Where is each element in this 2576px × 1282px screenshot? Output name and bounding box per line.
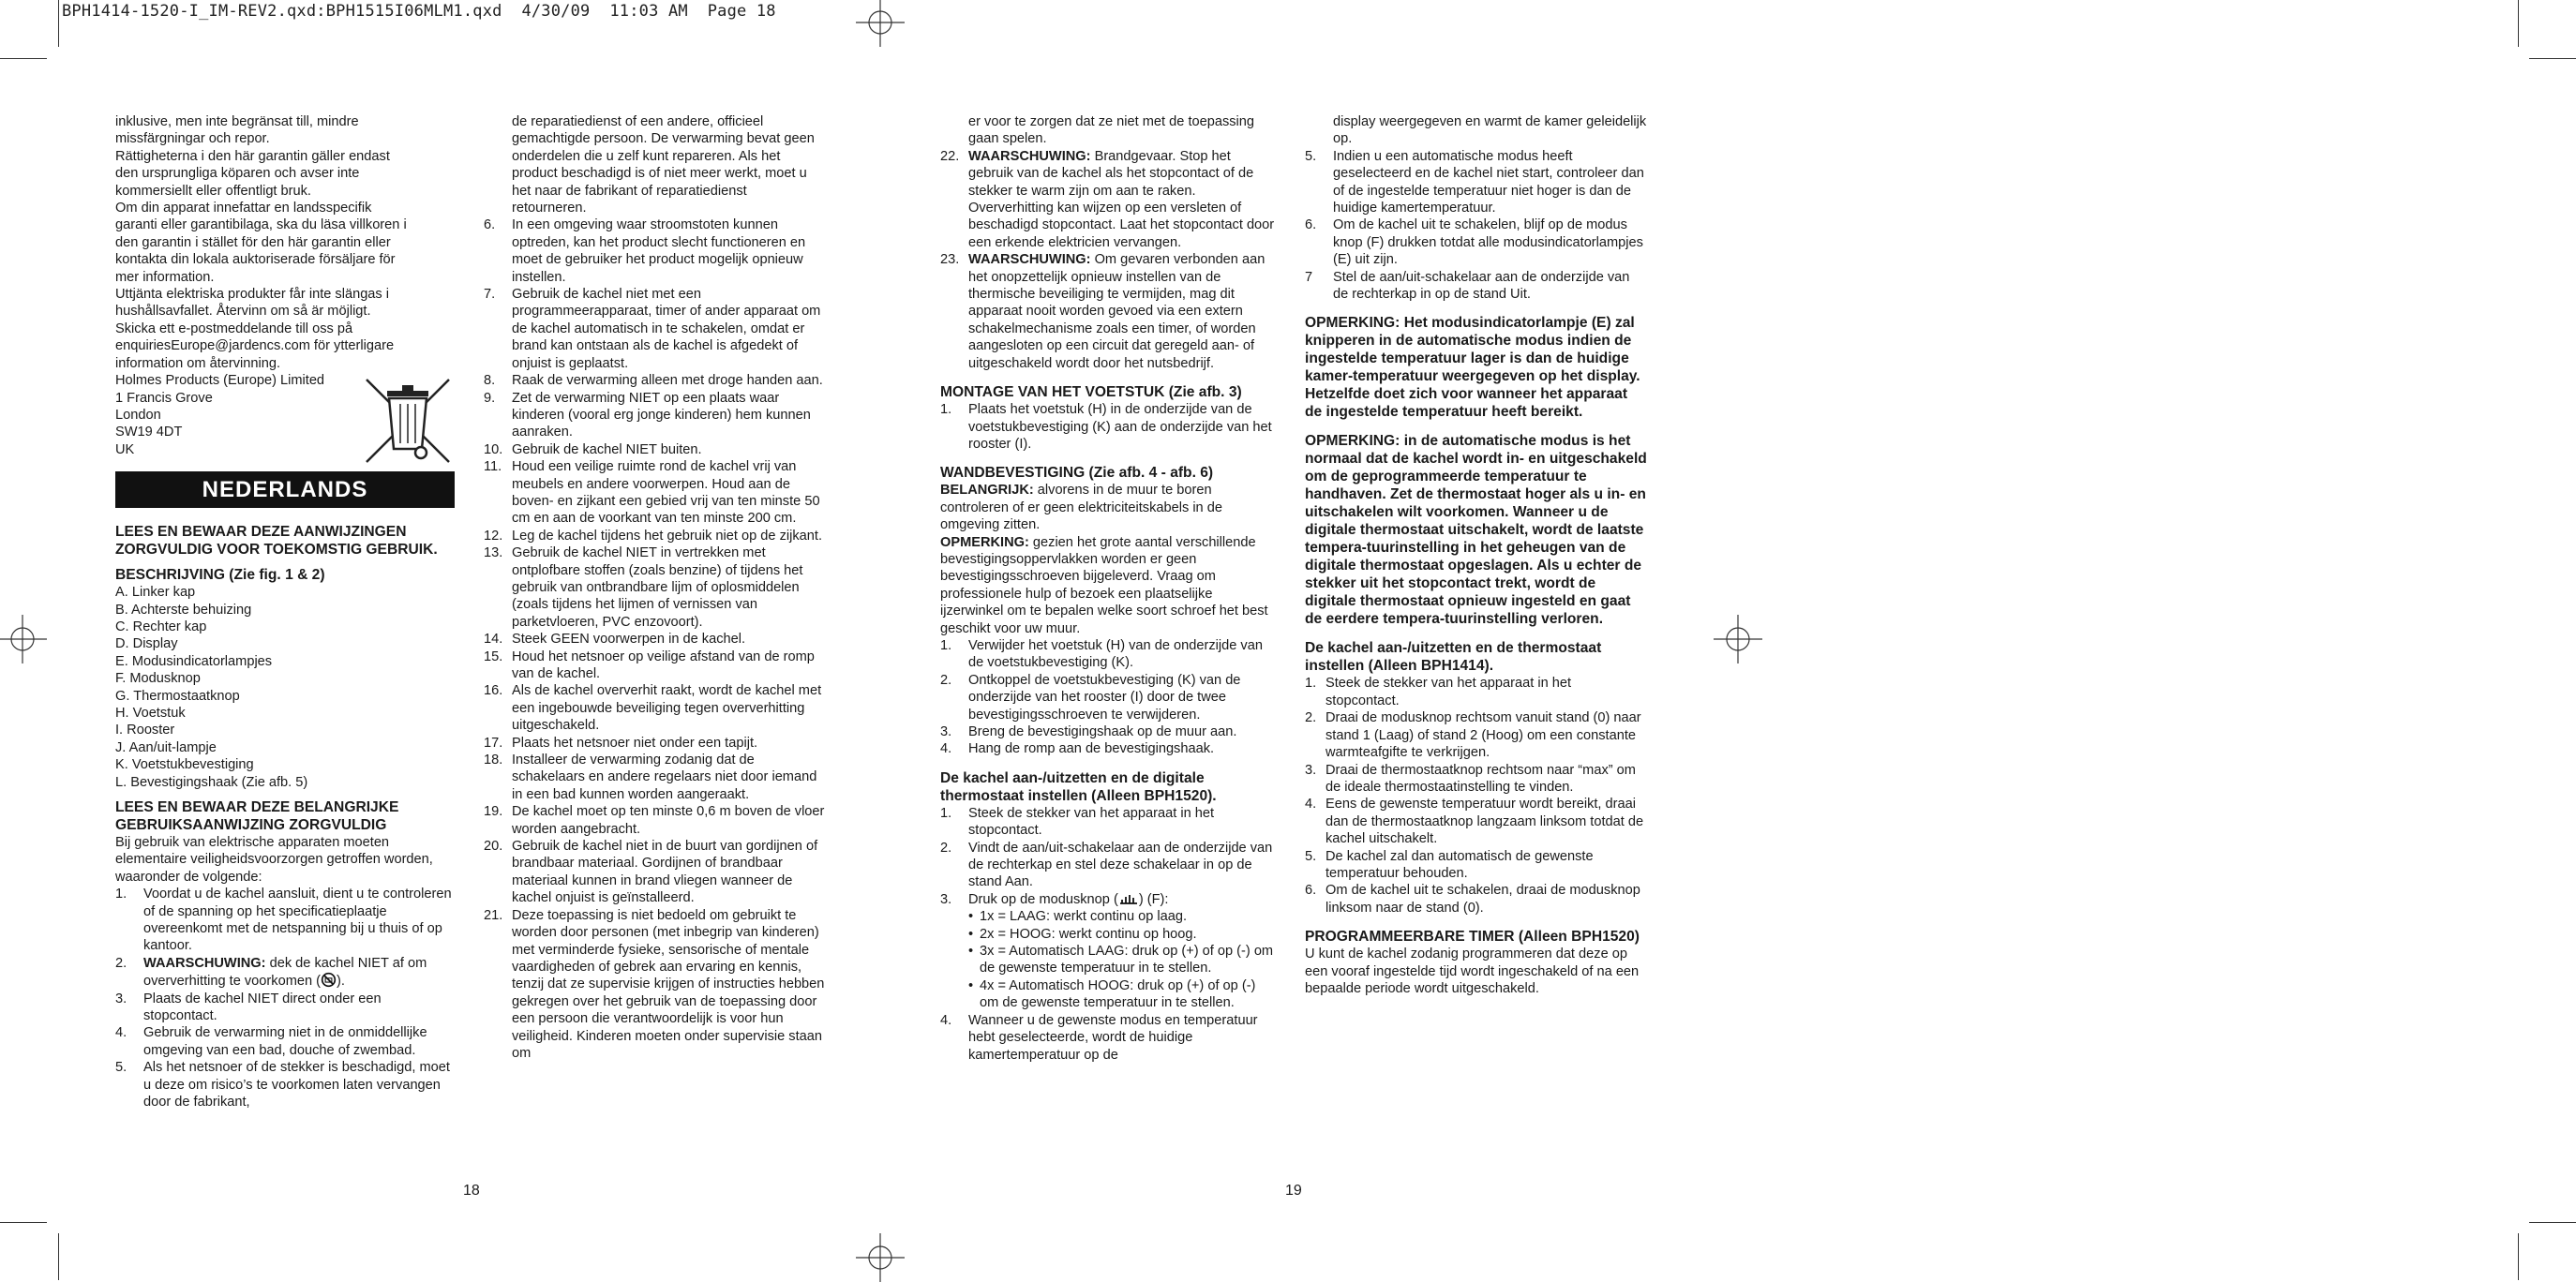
mode-bullet: • 2x = HOOG: werkt continu op hoog.	[968, 926, 1197, 942]
digital-step: 7 Stel de aan/uit-schakelaar aan de onderzijde van de rechterkap in op de stand Uit.	[1305, 269, 1630, 303]
wall-step: 3. Breng de bevestigingshaak op de muur aan.	[940, 724, 1237, 739]
safety-list	[484, 216, 825, 1062]
warranty-line: Om din apparat innefattar en landsspecifik	[115, 201, 372, 216]
digital-heading: De kachel aan-/uitzetten en de digitale thermostaat instellen (Alleen BPH1520).	[940, 769, 1217, 804]
crop-mark	[2529, 58, 2576, 59]
crop-mark	[0, 58, 47, 59]
wall-step: 4. Hang de romp aan de bevestigingshaak.	[940, 741, 1215, 757]
safety-item: 6. In een omgeving waar stroomstoten kunnen optreden, kan het product slecht functioneren en moet de gebruiker het product mogelijk opnieuw instellen.	[484, 217, 806, 285]
mount-heading: MONTAGE VAN HET VOETSTUK (Zie afb. 3)	[940, 384, 1242, 401]
safety-item: 8. Raak de verwarming alleen met droge handen aan.	[484, 373, 823, 389]
safety-item: 15. Houd het netsnoer op veilige afstand van de romp van de kachel.	[484, 648, 815, 681]
part-item: I. Rooster	[115, 723, 175, 738]
crop-mark	[0, 1222, 47, 1223]
wall-step: 1. Verwijder het voetstuk (H) van de onderzijde van de voetstukbevestiging (K).	[940, 637, 1263, 671]
crop-mark	[58, 1233, 59, 1280]
timer-heading: PROGRAMMEERBARE TIMER (Alleen BPH1520)	[1305, 929, 1640, 946]
important-heading: LEES EN BEWAAR DEZE BELANGRIJKE GEBRUIKSAANWIJZING ZORGVULDIG	[115, 799, 399, 833]
warning-item: 23. WAARSCHUWING: Om gevaren verbonden aan het onopzettelijk opnieuw instellen van de thermische beveiliging te vermijden, mag dit apparaat nooit worden gevoed via een extern schakelmechanisme zoals een timer, of worden aangesloten op een circuit dat geregeld aan- of uitgeschakeld wordt door het nutsbedrijf.	[940, 252, 1266, 371]
warning-item: 22. WAARSCHUWING: Brandgevaar. Stop het gebruik van de kachel als het stopcontact of de stekker te warm zijn om aan te raken. Oververhitting kan wijzen op een versleten of beschadigd stopcontact. Laat het stopcontact door een erkende elektricien vervangen.	[940, 148, 1275, 250]
safety-item: 18. Installeer de verwarming zodanig dat de schakelaars en andere regelaars niet door iemand in een bad kunnen worden aangeraakt.	[484, 753, 817, 802]
column-2	[484, 113, 825, 1062]
safety-item: 20. Gebruik de kachel niet in de buurt van gordijnen of brandbaar materiaal. Gordijnen of brandbaar materiaal kunnen in brand vliegen wanneer de kachel onjuist is geïnstalleerd.	[484, 839, 818, 906]
part-item: J. Aan/uit-lampje	[115, 739, 217, 755]
wall-steps	[940, 637, 1278, 758]
digital-step: 4. Wanneer u de gewenste modus en temperatuur hebt geselecteerde, wordt de huidige kamertemperatuur op de	[940, 1012, 1258, 1063]
manual-step: 6. Om de kachel uit te schakelen, draai de modusknop linksom naar de stand (0).	[1305, 883, 1640, 916]
safety-item: 14. Steek GEEN voorwerpen in de kachel.	[484, 632, 746, 648]
address-line: 1 Francis Grove	[115, 390, 213, 406]
warranty-line: mer information.	[115, 269, 215, 285]
column-4	[1305, 113, 1648, 997]
address-line: SW19 4DT	[115, 425, 183, 440]
safety-item: 4. Gebruik de verwarming niet in de onmiddellijke omgeving van een bad, douche of zwembad.	[115, 1025, 427, 1058]
manual-steps	[1305, 675, 1648, 917]
part-item: D. Display	[115, 636, 178, 652]
warranty-line: hushållsavfallet. Återvinn om så är möjligt.	[115, 304, 371, 320]
important-intro: Bij gebruik van elektrische apparaten moeten elementaire veiligheidsvoorzorgen getroffen worden, waaronder de volgende:	[115, 835, 433, 885]
warranty-line: Uttjänta elektriska produkter får inte slängas i	[115, 287, 390, 303]
safety-item: 16. Als de kachel oververhit raakt, wordt de kachel met een ingebouwde beveiliging tegen oververhitting uitgeschakeld.	[484, 683, 822, 734]
do-not-cover-icon	[321, 972, 337, 988]
registration-mark-icon	[1714, 615, 1762, 663]
part-item: K. Voetstukbevestiging	[115, 757, 254, 773]
address-block	[115, 372, 455, 458]
timer-text: U kunt de kachel zodanig programmeren dat deze op een vooraf ingestelde tijd wordt ingeschakeld of na een bepaalde periode wordt uitgeschakeld.	[1305, 947, 1640, 996]
digital-steps-cont	[1305, 148, 1648, 304]
warranty-line: den garantin i stället för den här garantin eller	[115, 234, 391, 250]
safety-item: 10. Gebruik de kachel NIET buiten.	[484, 441, 702, 457]
warranty-line: kontakta din lokala auktoriserade försäljare för	[115, 252, 396, 268]
part-item: A. Linker kap	[115, 585, 196, 601]
column-3	[940, 113, 1278, 1064]
safety-item: 2. WAARSCHUWING: dek de kachel NIET af om oververhitting te voorkomen ( ).	[115, 955, 427, 990]
note-blink: OPMERKING: Het modusindicatorlampje (E) zal knipperen in de automatische modus indien de ingestelde temperatuur lager is dan de huidige kamer-temperatuur weergegeven op het display. Hetzelfde doet zich voor wanneer het apparaat de ingestelde temperatuur heeft bereikt.	[1305, 315, 1640, 421]
manual-step: 4. Eens de gewenste temperatuur wordt bereikt, draai dan de thermostaatknop langzaam linksom totdat de kachel uitschakelt.	[1305, 797, 1644, 847]
manual-step: 5. De kachel zal dan automatisch de gewenste temperatuur behouden.	[1305, 848, 1594, 881]
digital-step: 5. Indien u een automatische modus heeft geselecteerd en de kachel niet start, controleer dan of de ingestelde temperatuur niet hoger is dan de huidige kamertemperatuur.	[1305, 148, 1644, 216]
safety-item: 17. Plaats het netsnoer niet onder een tapijt.	[484, 735, 758, 751]
safety-item: 5. Als het netsnoer of de stekker is beschadigd, moet u deze om risico’s te voorkomen laten vervangen door de fabrikant,	[115, 1060, 450, 1111]
address-line: UK	[115, 441, 135, 457]
safety-item: 3. Plaats de kachel NIET direct onder een stopcontact.	[115, 991, 382, 1024]
registration-mark-icon	[0, 615, 47, 663]
part-item: C. Rechter kap	[115, 619, 207, 634]
warranty-line: information om återvinning.	[115, 355, 281, 371]
safety-item: 13. Gebruik de kachel NIET in vertrekken met ontplofbare stoffen (zoals benzine) of tijdens het gebruik van ontbrandbare lijm of oplosmiddelen (zoals tijdens het lijmen of vernissen van parketvloeren, PVC enzovoort).	[484, 545, 803, 630]
part-item: H. Voetstuk	[115, 705, 186, 721]
manual-step: 2. Draai de modusknop rechtsom vanuit stand (0) naar stand 1 (Laag) of stand 2 (Hoog) om een constante warmteafgifte te verkrijgen.	[1305, 710, 1641, 761]
mount-step: 1. Plaats het voetstuk (H) in de onderzijde van de voetstukbevestiging (K) aan de onderzijde van het rooster (I).	[940, 402, 1272, 452]
digital-step: 3. Druk op de modusknop ( ) (F):	[940, 891, 1169, 907]
warranty-line: kommersiellt eller offentligt bruk.	[115, 183, 311, 199]
warranty-line: den ursprungliga köparen och avser inte	[115, 166, 360, 182]
crossed-out-wheelie-bin-icon	[361, 374, 455, 468]
manual-heading: De kachel aan-/uitzetten en de thermostaat instellen (Alleen BPH1414).	[1305, 640, 1602, 675]
warranty-line: Skicka ett e-postmeddelande till oss på	[115, 320, 353, 336]
column-1	[115, 113, 455, 1111]
warranty-line: enquiriesEurope@jardencs.com för ytterligare	[115, 338, 395, 354]
crop-mark	[2518, 0, 2519, 47]
part-item: L. Bevestigingshaak (Zie afb. 5)	[115, 774, 308, 790]
safety-item: 12. Leg de kachel tijdens het gebruik niet op de zijkant.	[484, 528, 823, 544]
digital-step: 2. Vindt de aan/uit-schakelaar aan de onderzijde van de rechterkap en stel deze schakelaar in op de stand Aan.	[940, 840, 1273, 890]
safety-item: 1. Voordat u de kachel aansluit, dient u te controleren of de spanning op het specificatieplaatje overeenkomt met de netspanning bij u thuis of op kantoor.	[115, 887, 452, 954]
warranty-line: inklusive, men inte begränsat till, mindre	[115, 114, 359, 129]
mode-knob-icon	[1118, 892, 1139, 905]
continued-text: de reparatiedienst of een andere, officieel gemachtigde persoon. De verwarming bevat geen onderdelen die u zelf kunt repareren. Als het product beschadigd is of niet meer werkt, moet u het naar de fabrikant of reparatiedienst retourneren.	[512, 114, 815, 216]
crop-mark	[58, 0, 59, 47]
address-line: Holmes Products (Europe) Limited	[115, 373, 325, 389]
parts-list	[115, 584, 455, 791]
safety-item: 11. Houd een veilige ruimte rond de kachel vrij van meubels en andere voorwerpen. Houd aan de boven- en zijkant een gebied vrij van ten minste 50 cm en aan de voorkant van ten minste 200 cm.	[484, 459, 820, 527]
digital-step: 1. Steek de stekker van het apparaat in het stopcontact.	[940, 805, 1215, 839]
page-number-right: 19	[1285, 1183, 1302, 1199]
manual-step: 1. Steek de stekker van het apparaat in het stopcontact.	[1305, 676, 1572, 708]
mode-bullet: • 3x = Automatisch LAAG: druk op (+) of op (-) om de gewenste temperatuur in te stellen.	[968, 944, 1274, 976]
continued-text: display weergegeven en warmt de kamer geleidelijk op.	[1333, 114, 1647, 147]
part-item: E. Modusindicatorlampjes	[115, 653, 273, 669]
mode-bullets	[940, 908, 1278, 1011]
wall-note: OPMERKING: gezien het grote aantal verschillende bevestigingsoppervlakken worden er geen bevestigingsschroeven bijgeleverd. Vraag om professionele hulp of bezoek een plaatselijke ijzerwinkel om te bepalen welke soort schroef het best geschikt voor uw muur.	[940, 534, 1268, 636]
mode-bullet: • 4x = Automatisch HOOG: druk op (+) of op (-) om de gewenste temperatuur in te stellen.	[968, 977, 1256, 1011]
warranty-line: garanti eller garantibilaga, ska du läsa villkoren i	[115, 217, 407, 233]
safety-item: 21. Deze toepassing is niet bedoeld om gebruikt te worden door personen (met inbegrip van kinderen) met verminderde fysieke, sensorische of mentale vaardigheden of gebrek aan ervaring en kennis, tenzij dat ze supervisie krijgen of instructies hebben gekregen over het gebruik van de toepassing door een persoon die verantwoordelijk is voor hun veiligheid. Kinderen moeten onder supervisie staan om	[484, 907, 825, 1061]
note-auto-mode: OPMERKING: in de automatische modus is het normaal dat de kachel wordt in- en uitgeschakeld om de geprogrammeerde temperatuur te handhaven. Zet de thermostaat hoger als u in- en uitschakelen wilt voorkomen. Wanneer u de digitale thermostaat uitschakelt, wordt de laatste tempera-tuurinstelling in het geheugen van de digitale thermostaat opgeslagen. Als u echter de stekker uit het stopcontact trekt, wordt de digitale thermostaat opnieuw ingesteld en gaat de eerdere tempera-tuurinstelling verloren.	[1305, 433, 1647, 628]
safety-item: 9. Zet de verwarming NIET op een plaats waar kinderen (vooral erg jonge kinderen) hem kunnen aanraken.	[484, 390, 811, 440]
continued-text: er voor te zorgen dat ze niet met de toepassing gaan spelen.	[968, 114, 1255, 147]
crop-mark	[2529, 1222, 2576, 1223]
warranty-line: Rättigheterna i den här garantin gäller endast	[115, 148, 390, 164]
mode-bullet: • 1x = LAAG: werkt continu op laag.	[968, 909, 1188, 925]
wall-mount-heading: WANDBEVESTIGING (Zie afb. 4 - afb. 6)	[940, 465, 1214, 482]
part-item: G. Thermostaatknop	[115, 688, 240, 704]
language-banner: NEDERLANDS	[115, 471, 455, 508]
manual-step: 3. Draai de thermostaatknop rechtsom naar “max” om de ideale thermostaatinstelling te vinden.	[1305, 762, 1636, 795]
wall-important: BELANGRIJK: alvorens in de muur te boren controleren of er geen elektriciteitskabels in de omgeving zitten.	[940, 483, 1222, 533]
address-line: London	[115, 407, 161, 423]
safety-item: 19. De kachel moet op ten minste 0,6 m boven de vloer worden aangebracht.	[484, 804, 825, 837]
part-item: F. Modusknop	[115, 671, 201, 687]
safety-item: 7. Gebruik de kachel niet met een programmeerapparaat, timer of ander apparaat om de kachel automatisch in te schakelen, omdat er brand kan ontstaan als de kachel is afgedekt of onjuist is geplaatst.	[484, 287, 821, 371]
crop-mark	[2518, 1233, 2519, 1280]
registration-mark-icon	[856, 1233, 905, 1282]
part-item: B. Achterste behuizing	[115, 602, 252, 618]
keep-instructions-heading: LEES EN BEWAAR DEZE AANWIJZINGEN ZORGVULDIG VOOR TOEKOMSTIG GEBRUIK.	[115, 524, 438, 559]
digital-step: 6. Om de kachel uit te schakelen, blijf op de modus knop (F) drukken totdat alle modusindicatorlampjes (E) uit zijn.	[1305, 217, 1643, 268]
page-number-left: 18	[463, 1183, 480, 1199]
description-heading: BESCHRIJVING (Zie fig. 1 & 2)	[115, 567, 325, 584]
swedish-warranty-text	[115, 113, 455, 372]
registration-mark-icon	[856, 0, 905, 47]
wall-step: 2. Ontkoppel de voetstukbevestiging (K) van de onderzijde van het rooster (I) door de twee bevestigingsschroeven te verwijderen.	[940, 672, 1241, 723]
warranty-line: missfärgningar och repor.	[115, 131, 270, 147]
print-slug: BPH1414-1520-I_IM-REV2.qxd:BPH1515I06MLM1.qxd 4/30/09 11:03 AM Page 18	[62, 2, 776, 21]
